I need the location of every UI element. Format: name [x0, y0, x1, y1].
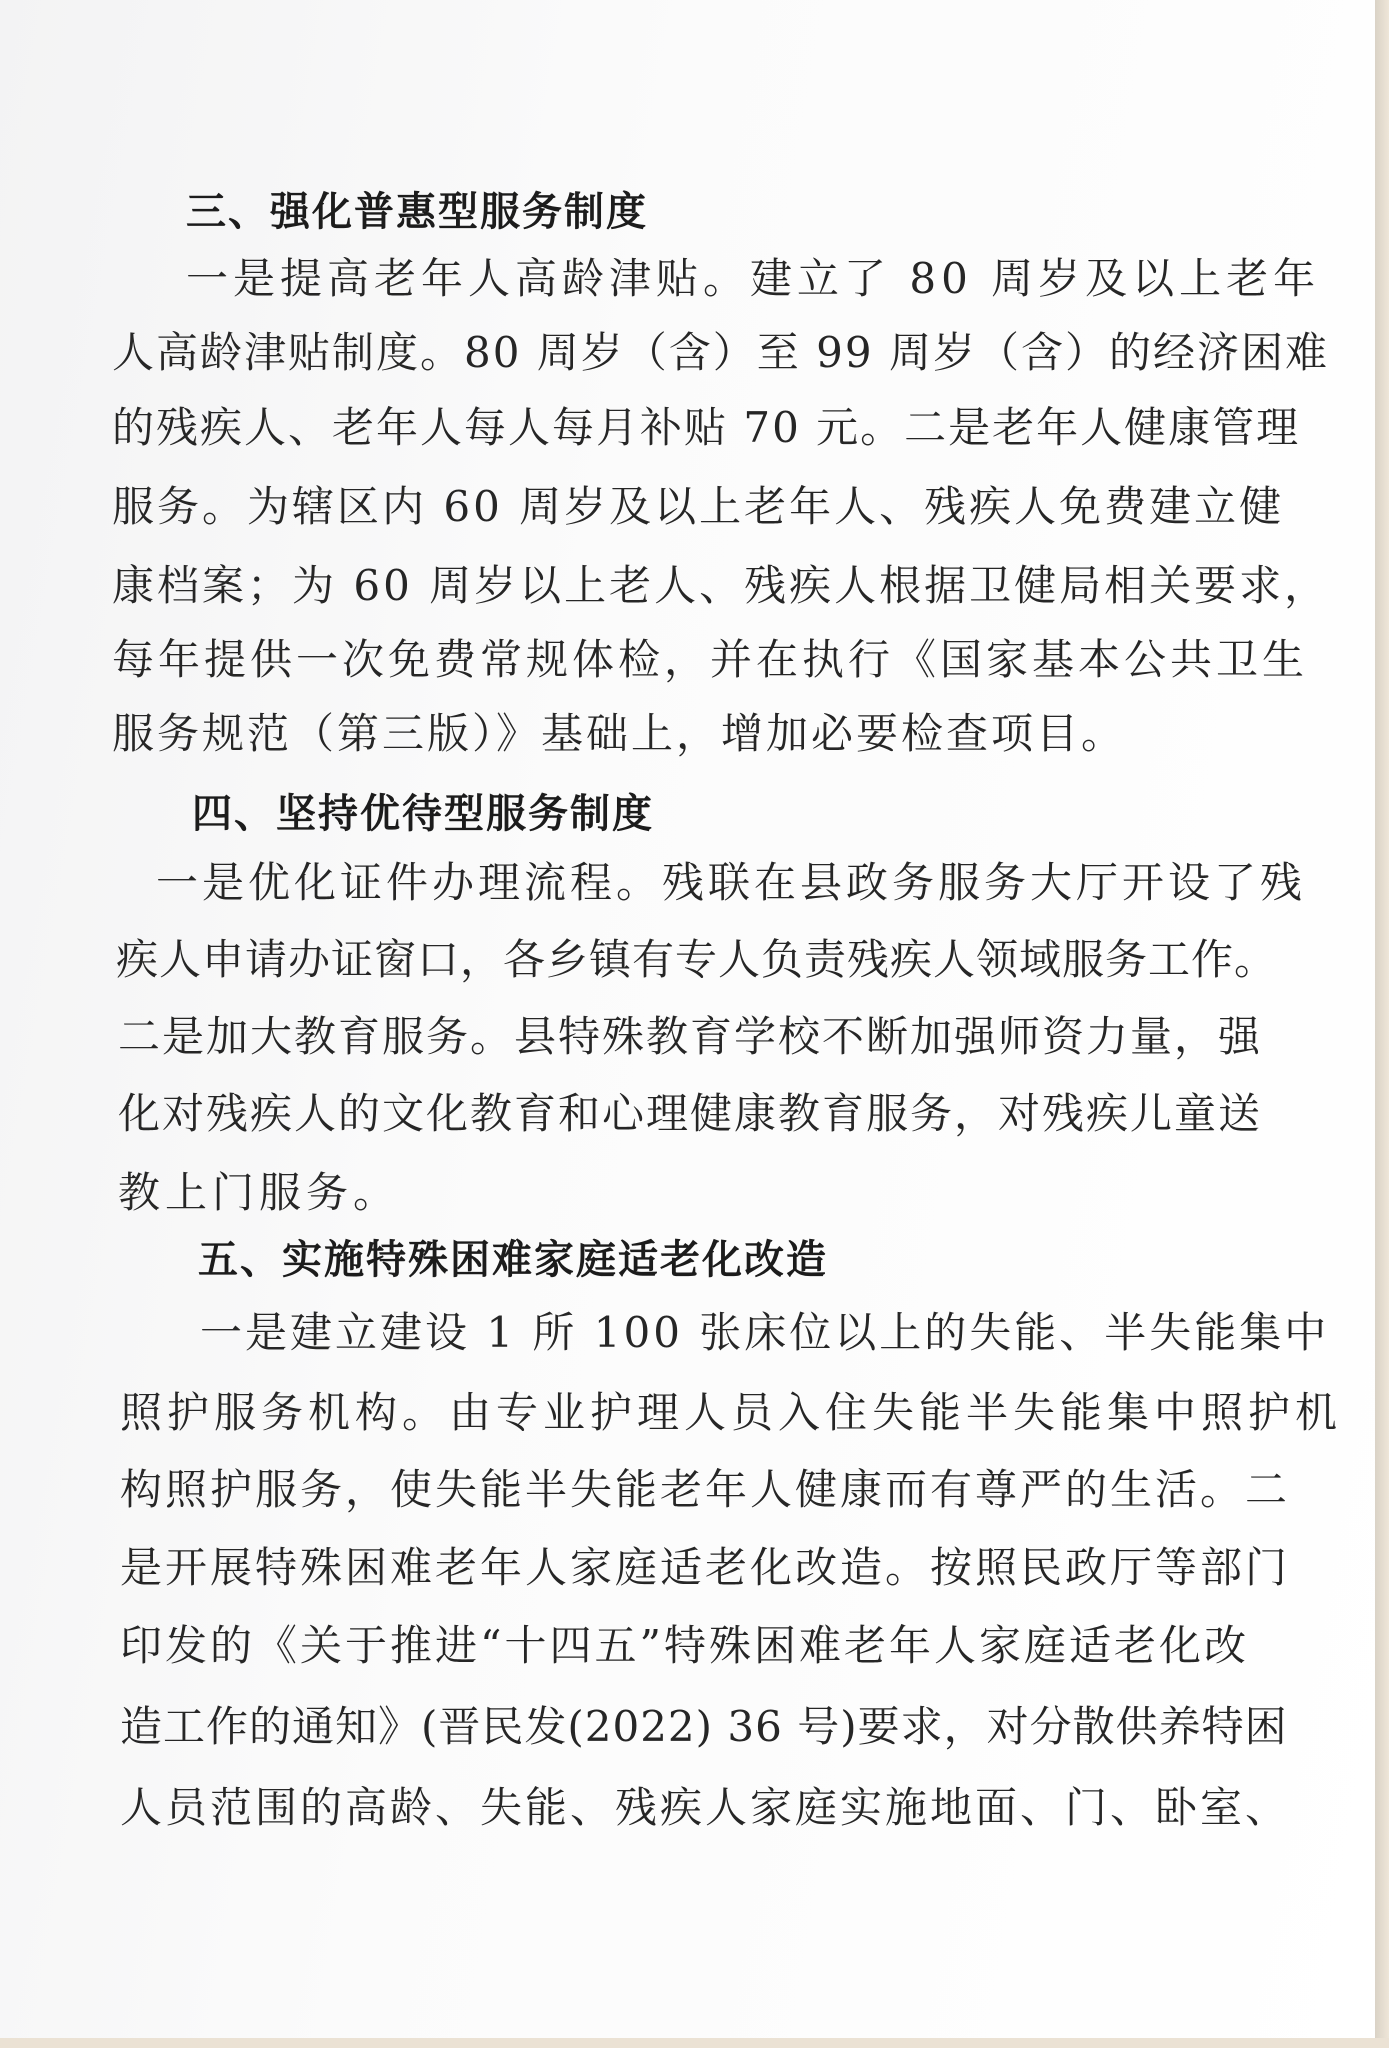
paragraph-line: 一是建立建设 1 所 100 张床位以上的失能、半失能集中: [200, 1308, 1330, 1357]
paragraph-line: 康档案；为 60 周岁以上老人、残疾人根据卫健局相关要求，: [112, 561, 1330, 610]
paragraph-line: 造工作的通知》(晋民发(2022) 36 号)要求，对分散供养特困: [120, 1702, 1288, 1751]
paragraph-line: 一是提高老年人高龄津贴。建立了 80 周岁及以上老年: [186, 254, 1321, 303]
paragraph-line: 二是加大教育服务。县特殊教育学校不断加强师资力量，强: [118, 1012, 1263, 1061]
paragraph-line: 人员范围的高龄、失能、残疾人家庭实施地面、门、卧室、: [120, 1783, 1291, 1832]
paragraph-line: 一是优化证件办理流程。残联在县政务服务大厅开设了残: [156, 858, 1307, 907]
paragraph-line: 构照护服务，使失能半失能老年人健康而有尊严的生活。二: [120, 1465, 1291, 1514]
paragraph-line: 化对残疾人的文化教育和心理健康教育服务，对残疾儿童送: [118, 1089, 1263, 1138]
paragraph-line: 的残疾人、老年人每人每月补贴 70 元。二是老年人健康管理: [112, 403, 1301, 452]
paragraph-line: 服务。为辖区内 60 周岁及以上老年人、残疾人免费建立健: [112, 482, 1285, 531]
paragraph-line: 服务规范（第三版）》基础上，增加必要检查项目。: [112, 709, 1127, 758]
paragraph-line: 是开展特殊困难老年人家庭适老化改造。按照民政厅等部门: [120, 1543, 1291, 1592]
paragraph-line: 照护服务机构。由专业护理人员入住失能半失能集中照护机: [120, 1388, 1343, 1437]
paragraph-line: 疾人申请办证窗口，各乡镇有专人负责残疾人领域服务工作。: [116, 935, 1278, 984]
section-heading-4: 四、坚持优待型服务制度: [192, 791, 654, 837]
page-edge-right: [1375, 0, 1389, 2048]
section-heading-5: 五、实施特殊困难家庭适老化改造: [198, 1237, 828, 1283]
paragraph-line: 教上门服务。: [118, 1168, 401, 1217]
paragraph-line: 人高龄津贴制度。80 周岁（含）至 99 周岁（含）的经济困难: [112, 328, 1329, 377]
section-heading-3: 三、强化普惠型服务制度: [186, 189, 648, 235]
page-edge-bottom: [0, 2038, 1389, 2048]
paragraph-line: 每年提供一次免费常规体检，并在执行《国家基本公共卫生: [112, 635, 1309, 684]
paragraph-line: 印发的《关于推进“十四五”特殊困难老年人家庭适老化改: [120, 1621, 1249, 1670]
